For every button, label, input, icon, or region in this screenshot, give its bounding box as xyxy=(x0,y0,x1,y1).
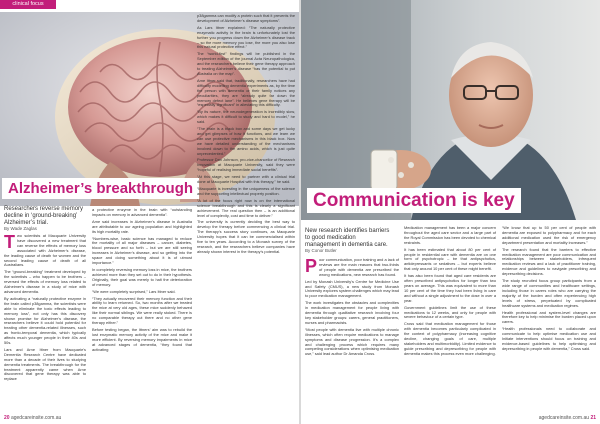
paragraph: Cross said that medication management for those with dementia becomes particularly complicated in the context of polypharmacy (increasing cognitive decline, changing goals of care, multiple stakeholders and multimorbidity). Limited evidence to guide prescribing and deprescribing for people with dementia makes this process even more challenging. xyxy=(404,321,496,356)
paragraph: As Lars Ittner explained: “The naturally protective enzymatic activity in the brain is unfortunately lost the further you progress down the Alzheimer’s disease track – so the more memory you lose, the more you also lose this natural protective effect.” xyxy=(197,24,295,50)
paragraph: Arne Ittner said that, traditionally, researchers have had difficulty modelling dementia experiments as, by the time the person with dementia or their family notices any peculiarities, they are “already quite far down the memory defect lane”. He believes gene therapy will be “especially significant” in alleviating this difficulty. xyxy=(197,77,295,108)
paragraph: The “ground-breaking” treatment developed by the scientists – who happen to be brothers – reversed the effects of memory loss related to Alzheimer’s disease in a study of mice with advanced dementia. xyxy=(4,269,86,294)
article-standfirst: Researchers reverse memory decline in ‘ground-breaking’ Alzheimer’s trial. xyxy=(4,206,84,226)
paragraph: Professor Dan Johnson, pro-vice-chancellor of Research Innovation at Macquarie University, said they were “hopeful of realising immediate social benefits”. xyxy=(197,157,295,173)
paragraph: The research found that the barriers to effective medication management are poor communication and relationships between stakeholders, infrequent medication reviews and a lack of practitioner training, evidence and guidelines to navigate prescribing and deprescribing decisions. xyxy=(502,246,596,277)
article-headline: Communication is key xyxy=(307,188,521,213)
right-page xyxy=(301,0,600,424)
text-column-1 xyxy=(305,258,399,410)
paragraph: “Macquarie is investing in the uniqueness of the science and the supporting intellectual property position. xyxy=(197,186,295,196)
paragraph: a protective enzyme in the brain with “outstanding impacts on memory in advanced dementia”. xyxy=(92,208,192,217)
paragraph: “They actually recovered their memory function and their ability to learn returned. So, two months after we treated the mice at very old ages, these mice suddenly behaved like their normal siblings. We were really stoked. There is no comparable therapy out there and no other gene therapy either.” xyxy=(92,295,192,326)
paragraph: “Numbers-wise, basic science has managed to reduce the mortality of all major diseases – cancer, diabetes, blood pressure and so forth – but we are still seeing increases in Alzheimer’s disease, and so getting into the space and doing something about it is of utmost importance.” xyxy=(92,235,192,266)
paragraph: In completely reversing memory loss in mice, the brothers achieved more than they set out to do in their hypothesis. Originally, their goal was merely to halt the deterioration of memory. xyxy=(92,266,192,287)
paragraph: oor communication, poor training and a lack of reviews are the main reasons that two-thirds of people with dementia are prescribed the wrong medications, new research has found. xyxy=(319,258,399,277)
paragraph: It has been estimated that about 80 per cent of people in residential care with dementia are on one form of psychotropic – be that antipsychotics, antidepressants or sedatives – but experts believe that only around 10 per cent of these might benefit. xyxy=(404,246,496,272)
text-column-3 xyxy=(197,14,295,410)
site-url: agedcareinsite.com.au xyxy=(10,415,62,421)
paragraph: “Most people with dementia live with multiple chronic illnesses, which often require medications to manage symptoms and disease progression. It’s a complex and challenging process which requires many competing considerations when optimising medication use,” said lead author Dr Amanda Cross. xyxy=(305,326,399,357)
paragraph: The work investigates the obstacles and complexities in medication management for people living with dementia through qualitative research involving four key stakeholder groups: carers, general practitioners, nurses and pharmacists. xyxy=(305,300,399,325)
paragraph: “Health professionals need to collaborate and communicate to help optimise medication use and Initiate interventions should focus on training and evidence-based guidelines to help optimising and deprescribing in people with dementia,” Cross said. xyxy=(502,326,596,351)
text-column-3 xyxy=(502,226,596,410)
page-footer xyxy=(4,415,61,421)
paragraph: Arne said increases in Alzheimer’s disease in Australia are attributable to our ageing population and highlighted its high mortality rate. xyxy=(92,218,192,234)
paragraph: Medication management has been a major concern throughout the aged care sector and a large part of the Royal Commission has been devoted to chemical restraints. xyxy=(404,226,496,245)
paragraph: The study recruited focus group participants from a wide range of communities and healthcare settings, including those in carers roles who are carrying the majority of the burden and often experiencing high levels of stress, perpetuated by complicated healthcare systems and medication regimes. xyxy=(502,278,596,308)
paragraph: The “world-first” findings will be published in the September edition of the journal Acta Neuropathologica, and the researchers believe their gene therapy approach to treating Alzheimer’s disease “has the potential to put Australia on the map”. xyxy=(197,51,295,76)
text-column-2 xyxy=(92,208,192,410)
site-url: agedcareinsite.com.au xyxy=(538,415,590,421)
paragraph: “The brain is a black box and some days we get lucky and get glimpses of how it functions, and we learn we can use protective mechanisms in this black box. Now we have detailed understanding of the mechanisms involved down to the amino acids, which is just quite unprecedented.” xyxy=(197,126,295,156)
page-footer xyxy=(539,415,596,421)
paragraph: By activating a “naturally protective enzyme in the brain called p38gamma, the scientists were able to eliminate the toxic effects leading to memory loss”, not only has this discovery shown promise for Alzheimer’s disease, the researchers believe it could hold potential for treating other dementia-related illnesses, such as fronto-temporal dementia, which typically affects much younger people in their 40s and 50s. xyxy=(4,295,86,346)
drop-cap: P xyxy=(305,258,318,276)
hero-photo-elderly-man-pills xyxy=(301,0,600,220)
paragraph: Led by Monash University’s Centre for Medicine Use and Safety (CMUS), a new study from Monash University explores system challenges which may lead to poor medication management. xyxy=(305,278,399,299)
article-byline: By Conor Butler xyxy=(305,248,337,253)
article-byline: By Wade Zaglas xyxy=(4,226,37,231)
elderly-man-illustration xyxy=(301,0,600,220)
paragraph: “At this stage, we need to partner with a clinical trial done at Macquarie Hospital with this therapy,” he said. xyxy=(197,174,295,185)
text-column-2 xyxy=(404,226,496,410)
article-standfirst: New research identifies barriers to good medication management in dementia care. xyxy=(305,228,390,248)
paragraph: “By its nature, the neurodegeneration is incredibly slow, which makes it difficult to study and hard to model,” he said. xyxy=(197,109,295,125)
article-headline: Alzheimer’s breakthrough xyxy=(2,178,199,199)
paragraph: Government guidelines limit the use of these medications to 12 weeks, and only for people with severe behaviour of a certain type. xyxy=(404,304,496,320)
paragraph: It has also been found that aged care residents are often prescribed antipsychotics for longer than two years on average. This was equivalent to more than 10 per cent of the time they had been living in care and without a single adjustment to the dose in over a year. xyxy=(404,273,496,303)
section-tab: clinical focus xyxy=(0,0,56,9)
text-column-1 xyxy=(4,234,86,410)
paragraph: Before testing began, the Ittners’ aim was to rebuild the lost enzymatic memory activity of the mice and make it more efficient. By reversing memory impairments in mice at advanced stages of dementia, “they found that activating xyxy=(92,326,192,352)
page-number: 21 xyxy=(590,415,596,421)
drop-cap: T xyxy=(4,234,15,252)
paragraph: The university is currently deciding the best way to develop the therapy before commencing a clinical trial. The therapy’s success story continues, as Macquarie University hopes that it can be commercialised within five to ten years. According to a Monash survey of the research, and the researchers believe companies have already shown interest in the therapy’s potential. xyxy=(197,219,295,254)
paragraph: “We were completely surprised,” Lars Ittner said. xyxy=(92,288,176,294)
paragraph: Health professional and system-level changes are therefore key to help minimise the burden placed upon carers. xyxy=(502,309,596,325)
paragraph: p38gamma can modify a protein such that it prevents the development of Alzheimer’s disease symptoms”. xyxy=(197,14,295,23)
paragraph: Lars and Arne Ittner from Macquarie’s Dementia Research Centre have dedicated more than a decade of their lives to studying dementia treatments. The breakthrough for the treatment apparently came when Arne discovered that gene therapy was able to replace xyxy=(4,346,86,382)
paragraph: wo scientists at Macquarie University have discovered a new treatment that can reverse the effects of memory loss associated with Alzheimer’s disease, the leading cause of death for women and the second leading cause of death of all Australians. xyxy=(4,234,86,268)
paragraph: “We know that up to 50 per cent of people with dementia are exposed to polypharmacy and for each additional medication used the risk of emergency department presentation and mortality increases.” xyxy=(502,226,596,245)
paragraph: “A lot of the focus right now is on the international science breakthrough and this is clearly a significant achievement. The real question then – is an additional level of complexity, cost and time to deliver.” xyxy=(197,197,295,218)
page-number: 20 xyxy=(4,415,10,421)
left-page xyxy=(0,0,299,424)
